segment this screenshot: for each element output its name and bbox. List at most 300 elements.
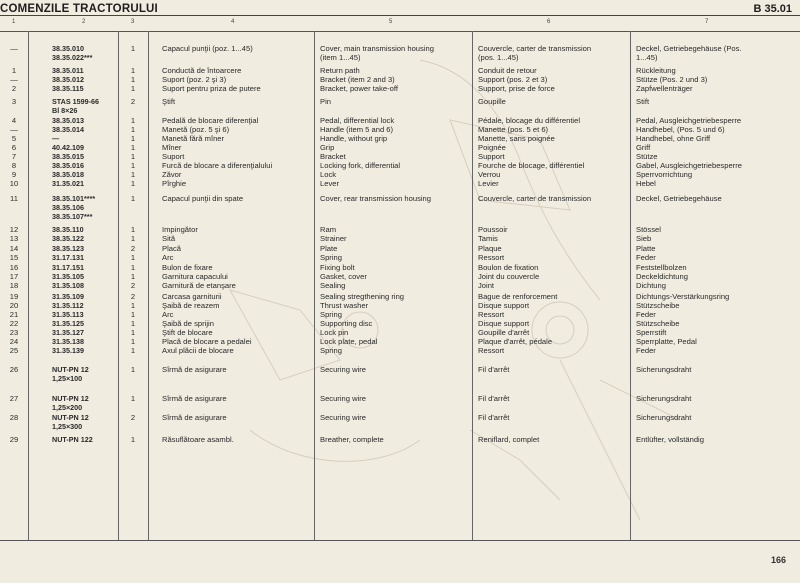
cell-quantity <box>118 413 148 422</box>
cell-name-ro <box>162 328 213 337</box>
cell-name-en-line: Locking fork, differential <box>320 161 401 170</box>
cell-part-number-line: 38.35.110 <box>52 225 84 234</box>
cell-name-en-line: Plate <box>320 244 338 253</box>
cell-quantity <box>118 319 148 328</box>
cell-part-number-line: 38.35.014 <box>52 125 84 134</box>
cell-position <box>0 346 28 355</box>
cell-quantity-line: 1 <box>130 225 136 234</box>
cell-name-ro <box>162 161 272 170</box>
cell-name-de <box>636 134 710 143</box>
cell-position-line: 1 <box>11 66 17 75</box>
cell-name-en-line: Lock plate, pedal <box>320 337 378 346</box>
cell-position <box>0 152 28 161</box>
cell-name-en-line: Thrust washer <box>320 301 369 310</box>
cell-position-line: 27 <box>9 394 19 403</box>
cell-quantity-line: 1 <box>130 301 136 310</box>
cell-name-en <box>320 134 387 143</box>
cell-part-number <box>52 365 89 383</box>
cell-name-de <box>636 225 661 234</box>
cell-part-number-line: 38.35.115 <box>52 84 84 93</box>
cell-part-number-line: 38.35.022*** <box>52 53 93 63</box>
cell-name-ro <box>162 272 228 281</box>
cell-name-fr-line: Manette (pos. 5 et 6) <box>478 125 549 134</box>
cell-position <box>0 310 28 319</box>
cell-quantity <box>118 161 148 170</box>
cell-position <box>0 225 28 234</box>
cell-part-number-line: 31.17.131 <box>52 253 84 262</box>
cell-name-fr-line: Support, prise de force <box>478 84 555 93</box>
cell-position <box>0 263 28 272</box>
cell-name-fr-line: Ressort <box>478 346 505 355</box>
cell-name-ro <box>162 301 219 310</box>
cell-name-de-line: Feststellbolzen <box>636 263 687 272</box>
cell-part-number <box>52 394 89 412</box>
cell-quantity-line: 1 <box>130 152 136 161</box>
cell-name-de <box>636 435 704 444</box>
cell-name-en-line: (item 1...45) <box>320 53 361 63</box>
cell-name-fr-line: Boulon de fixation <box>478 263 539 272</box>
cell-part-number <box>52 97 99 115</box>
cell-quantity <box>118 394 148 403</box>
cell-position <box>0 337 28 346</box>
cell-name-de-line: Deckel, Getriebegehäuse (Pos. <box>636 44 742 53</box>
cell-name-ro-line: Mîner <box>162 143 182 152</box>
cell-name-en-line: Bracket <box>320 152 346 161</box>
cell-name-fr <box>478 272 539 281</box>
cell-position <box>0 84 28 93</box>
cell-name-en <box>320 244 337 253</box>
column-number: 3 <box>131 19 135 25</box>
cell-part-number <box>52 66 84 75</box>
cell-position <box>0 234 28 243</box>
cell-part-number <box>52 301 84 310</box>
cell-part-number-line: NUT-PN 12 <box>52 413 89 422</box>
cell-quantity <box>118 337 148 346</box>
cell-name-de <box>636 194 722 203</box>
cell-name-ro-line: Arc <box>162 310 174 319</box>
cell-position <box>0 179 28 188</box>
cell-name-en <box>320 301 368 310</box>
cell-quantity <box>118 84 148 93</box>
cell-part-number-line: 31.35.105 <box>52 272 84 281</box>
cell-name-de <box>636 394 691 403</box>
cell-part-number <box>52 346 84 355</box>
cell-name-en-line: Sealing <box>320 281 346 290</box>
cell-name-fr <box>478 170 500 179</box>
cell-name-ro <box>162 365 227 374</box>
cell-name-ro <box>162 394 227 403</box>
cell-name-en-line: Grip <box>320 143 335 152</box>
cell-name-de-line: Dichtung <box>636 281 666 290</box>
cell-name-fr-line: Poignée <box>478 143 506 152</box>
cell-position-line: 20 <box>9 301 19 310</box>
cell-name-en-line: Bracket (item 2 and 3) <box>320 75 395 84</box>
cell-name-fr <box>478 310 504 319</box>
cell-name-ro <box>162 263 213 272</box>
cell-name-ro-line: Garnitură de etanşare <box>162 281 236 290</box>
cell-position <box>0 134 28 143</box>
cell-name-de-line: Sicherungsdraht <box>636 394 692 403</box>
cell-quantity-line: 1 <box>130 328 136 337</box>
cell-position <box>0 44 28 53</box>
cell-position-line: 3 <box>11 97 17 106</box>
cell-name-ro <box>162 194 243 203</box>
cell-position <box>0 161 28 170</box>
cell-name-en-line: Securing wire <box>320 413 367 422</box>
cell-part-number <box>52 319 84 328</box>
cell-position-line: 24 <box>9 337 19 346</box>
cell-part-number-line: 38.35.122 <box>52 234 84 243</box>
cell-part-number <box>52 152 84 161</box>
column-divider <box>630 31 631 540</box>
cell-name-de <box>636 346 656 355</box>
cell-quantity-line: 1 <box>130 75 136 84</box>
cell-quantity-line: 1 <box>130 365 136 374</box>
cell-position-line: 10 <box>9 179 19 188</box>
cell-name-en <box>320 161 400 170</box>
cell-position-line: 26 <box>9 365 19 374</box>
cell-name-ro-line: Bulon de fixare <box>162 263 213 272</box>
cell-name-ro <box>162 66 241 75</box>
cell-name-ro-line: Suport (poz. 2 şi 3) <box>162 75 227 84</box>
cell-name-fr <box>478 328 529 337</box>
cell-part-number <box>52 44 92 62</box>
cell-position <box>0 301 28 310</box>
cell-part-number-line: 38.35.012 <box>52 75 84 84</box>
cell-quantity <box>118 244 148 253</box>
cell-name-en <box>320 194 431 203</box>
cell-position-line: 17 <box>9 272 19 281</box>
cell-name-ro-line: Capacul punţii (poz. 1...45) <box>162 44 253 53</box>
cell-name-fr-line: Goupille <box>478 97 506 106</box>
column-number-row <box>0 19 800 29</box>
cell-name-fr <box>478 152 505 161</box>
cell-name-en <box>320 125 393 134</box>
cell-name-de-line: Stützscheibe <box>636 301 680 310</box>
cell-name-ro-line: Şaibă de reazem <box>162 301 220 310</box>
cell-name-en-line: Gasket, cover <box>320 272 367 281</box>
cell-name-de-line: Deckel, Getriebegehäuse <box>636 194 722 203</box>
cell-name-de <box>636 179 656 188</box>
cell-name-de-line: Sieb <box>636 234 652 243</box>
cell-name-fr <box>478 66 537 75</box>
cell-name-fr-line: Fil d'arrêt <box>478 413 510 422</box>
cell-name-de-line: Sperrstift <box>636 328 667 337</box>
cell-name-de-line: Sicherungsdraht <box>636 365 692 374</box>
cell-position-line: 15 <box>9 253 19 262</box>
cell-name-fr <box>478 337 552 346</box>
cell-name-ro <box>162 337 252 346</box>
cell-name-fr-line: Joint du couvercle <box>478 272 540 281</box>
cell-part-number <box>52 413 89 431</box>
cell-name-de <box>636 292 729 301</box>
cell-position <box>0 143 28 152</box>
cell-quantity <box>118 116 148 125</box>
cell-position-line: 8 <box>11 161 17 170</box>
cell-quantity <box>118 125 148 134</box>
cell-name-ro-line: Pedală de blocare diferenţial <box>162 116 259 125</box>
cell-name-ro-line: Suport pentru priza de putere <box>162 84 261 93</box>
cell-name-de-line: Griff <box>636 143 651 152</box>
cell-quantity <box>118 194 148 203</box>
cell-name-fr <box>478 365 509 374</box>
cell-name-de <box>636 125 725 134</box>
cell-name-en-line: Pedal, differential lock <box>320 116 395 125</box>
cell-name-ro <box>162 143 181 152</box>
cell-quantity <box>118 66 148 75</box>
cell-name-de-line: 1...45) <box>636 53 658 63</box>
cell-quantity <box>118 134 148 143</box>
cell-name-fr-line: Bague de renforcement <box>478 292 558 301</box>
cell-name-en-line: Lock <box>320 170 337 179</box>
cell-name-de <box>636 244 655 253</box>
cell-position-line: 11 <box>10 194 18 203</box>
cell-name-de <box>636 319 679 328</box>
cell-name-ro <box>162 253 173 262</box>
cell-quantity-line: 1 <box>130 346 136 355</box>
cell-name-de <box>636 84 693 93</box>
cell-name-en <box>320 413 366 422</box>
cell-position-line: 16 <box>9 263 19 272</box>
cell-name-en <box>320 365 366 374</box>
cell-position-line: 14 <box>9 244 19 253</box>
cell-name-en <box>320 281 345 290</box>
cell-name-en <box>320 234 347 243</box>
cell-part-number-line: 38.35.016 <box>52 161 84 170</box>
cell-part-number <box>52 179 84 188</box>
cell-position-line: 19 <box>9 292 19 301</box>
cell-name-ro-line: Placă <box>162 244 181 253</box>
cell-name-ro-line: Furcă de blocare a diferenţialului <box>162 161 273 170</box>
cell-name-de-line: Sperrplatte, Pedal <box>636 337 697 346</box>
cell-name-de <box>636 310 656 319</box>
cell-name-ro-line: Sîrmă de asigurare <box>162 413 227 422</box>
cell-quantity <box>118 179 148 188</box>
cell-position <box>0 194 28 203</box>
cell-position <box>0 394 28 403</box>
cell-name-ro <box>162 346 234 355</box>
cell-name-ro-line: Manetă fără mîner <box>162 134 225 143</box>
cell-quantity <box>118 328 148 337</box>
cell-position-line: 21 <box>9 310 19 319</box>
cell-name-en <box>320 263 355 272</box>
cell-name-fr <box>478 75 547 84</box>
cell-name-ro <box>162 435 234 444</box>
cell-name-de <box>636 253 656 262</box>
cell-part-number-line: NUT-PN 122 <box>52 435 93 444</box>
cell-name-ro <box>162 234 175 243</box>
cell-part-number <box>52 84 84 93</box>
cell-position <box>0 365 28 374</box>
page-number: 166 <box>770 555 786 565</box>
cell-name-ro <box>162 179 186 188</box>
cell-quantity-line: 2 <box>130 413 136 422</box>
cell-name-en <box>320 292 404 301</box>
cell-quantity <box>118 253 148 262</box>
cell-name-en-line: Cover, rear transmission housing <box>320 194 432 203</box>
cell-quantity <box>118 44 148 53</box>
cell-part-number-line: 31.35.021 <box>52 179 84 188</box>
cell-position <box>0 281 28 290</box>
cell-position <box>0 97 28 106</box>
cell-quantity <box>118 225 148 234</box>
cell-name-de-line: Feder <box>636 346 656 355</box>
cell-position-line: 22 <box>9 319 19 328</box>
cell-part-number-line: 31.35.139 <box>52 346 84 355</box>
cell-name-fr-line: Fil d'arrêt <box>478 365 510 374</box>
column-divider <box>28 31 29 540</box>
cell-quantity <box>118 97 148 106</box>
cell-position <box>0 244 28 253</box>
cell-name-ro <box>162 319 214 328</box>
cell-part-number-line: 38.35.106 <box>52 203 84 213</box>
cell-part-number-line: STAS 1599-66 <box>52 97 100 106</box>
cell-part-number-line: 1,25×100 <box>52 374 83 384</box>
cell-name-de-line: Stützscheibe <box>636 319 680 328</box>
cell-name-en <box>320 253 342 262</box>
cell-name-en-line: Sealing stregthening ring <box>320 292 405 301</box>
cell-name-ro-line: Sîrmă de asigurare <box>162 365 227 374</box>
cell-name-fr <box>478 394 509 403</box>
cell-name-de-line: Dichtungs-Verstärkungsring <box>636 292 730 301</box>
cell-name-ro <box>162 134 224 143</box>
cell-name-ro <box>162 44 253 53</box>
cell-name-ro-line: Arc <box>162 253 174 262</box>
cell-name-fr-line: Plaque d'arrêt, pédale <box>478 337 553 346</box>
cell-name-ro-line: Capacul punţii din spate <box>162 194 244 203</box>
cell-quantity <box>118 152 148 161</box>
cell-name-de <box>636 301 679 310</box>
cell-name-en-line: Lock pin <box>320 328 349 337</box>
cell-name-ro-line: Ştift de blocare <box>162 328 213 337</box>
cell-quantity-line: 1 <box>130 116 136 125</box>
cell-name-en-line: Supporting disc <box>320 319 373 328</box>
cell-quantity-line: 1 <box>130 337 136 346</box>
cell-part-number-line: NUT-PN 12 <box>52 365 89 374</box>
cell-quantity-line: 1 <box>130 44 136 53</box>
cell-name-de <box>636 97 649 106</box>
cell-name-fr <box>478 319 529 328</box>
cell-name-en <box>320 319 372 328</box>
cell-name-fr <box>478 263 538 272</box>
cell-position-line: 28 <box>9 413 19 422</box>
cell-name-de-line: Gabel, Ausgleichgetriebesperre <box>636 161 742 170</box>
cell-name-en-line: Pin <box>320 97 331 106</box>
cell-name-en <box>320 435 384 444</box>
cell-part-number <box>52 328 84 337</box>
cell-part-number <box>52 435 93 444</box>
cell-name-fr <box>478 346 504 355</box>
cell-name-de-line: Handhebel, (Pos. 5 und 6) <box>636 125 725 134</box>
cell-name-ro <box>162 310 173 319</box>
cell-name-fr-line: Joint <box>478 281 495 290</box>
cell-name-en <box>320 328 348 337</box>
cell-quantity <box>118 281 148 290</box>
cell-name-en <box>320 66 360 75</box>
cell-quantity-line: 1 <box>130 143 136 152</box>
cell-quantity <box>118 365 148 374</box>
cell-quantity <box>118 234 148 243</box>
cell-name-en <box>320 75 395 84</box>
cell-position <box>0 75 28 84</box>
page-section-code: B 35.01 <box>753 3 792 15</box>
cell-name-fr-line: (pos. 1...45) <box>478 53 519 63</box>
cell-quantity-line: 1 <box>130 272 136 281</box>
cell-part-number-line: 38.35.018 <box>52 170 84 179</box>
cell-position-line: — <box>10 125 18 134</box>
cell-name-ro <box>162 97 175 106</box>
cell-name-fr-line: Plaque <box>478 244 502 253</box>
cell-quantity <box>118 346 148 355</box>
cell-quantity-line: 1 <box>130 234 136 243</box>
cell-quantity <box>118 272 148 281</box>
page-header-title: COMENZILE TRACTORULUI <box>0 3 158 15</box>
cell-name-ro <box>162 84 261 93</box>
column-number: 7 <box>705 19 709 25</box>
cell-name-de-line: Hebel <box>636 179 656 188</box>
cell-part-number <box>52 75 84 84</box>
cell-name-en-line: Handle, without grip <box>320 134 388 143</box>
cell-name-fr-line: Support <box>478 152 505 161</box>
cell-position-line: 7 <box>11 152 17 161</box>
cell-name-fr-line: Ressort <box>478 253 505 262</box>
cell-name-fr-line: Fourche de blocage, différentiel <box>478 161 585 170</box>
cell-position-line: 25 <box>9 346 19 355</box>
cell-part-number <box>52 234 84 243</box>
cell-quantity-line: 1 <box>130 134 136 143</box>
cell-quantity <box>118 170 148 179</box>
cell-part-number-line: 38.35.011 <box>52 66 84 75</box>
cell-position-line: 13 <box>9 234 19 243</box>
cell-position-line: — <box>10 44 18 53</box>
cell-position-line: 6 <box>11 143 17 152</box>
cell-name-fr-line: Goupille d'arrêt <box>478 328 530 337</box>
cell-name-en-line: Bracket, power take-off <box>320 84 398 93</box>
cell-name-de-line: Pedal, Ausgleichgetriebesperre <box>636 116 742 125</box>
cell-quantity-line: 1 <box>130 161 136 170</box>
cell-name-en-line: Securing wire <box>320 365 367 374</box>
cell-name-de <box>636 328 666 337</box>
cell-quantity-line: 1 <box>130 125 136 134</box>
cell-name-ro <box>162 170 181 179</box>
cell-quantity <box>118 75 148 84</box>
cell-part-number-line: 31.35.138 <box>52 337 84 346</box>
table-bottom-rule <box>0 540 800 541</box>
cell-name-ro <box>162 292 222 301</box>
cell-name-en <box>320 44 434 62</box>
cell-name-en-line: Cover, main transmission housing <box>320 44 434 53</box>
cell-name-en-line: Lever <box>320 179 339 188</box>
cell-part-number <box>52 116 84 125</box>
cell-name-fr-line: Couvercle, carter de transmission <box>478 194 592 203</box>
cell-quantity-line: 1 <box>130 394 136 403</box>
cell-name-de <box>636 170 692 179</box>
cell-quantity-line: 1 <box>130 179 136 188</box>
cell-name-en-line: Handle (item 5 and 6) <box>320 125 394 134</box>
cell-position <box>0 116 28 125</box>
cell-name-en <box>320 394 366 403</box>
cell-name-ro <box>162 244 181 253</box>
cell-name-fr-line: Disque support <box>478 301 530 310</box>
cell-part-number <box>52 310 84 319</box>
cell-name-de <box>636 234 651 243</box>
cell-quantity-line: 1 <box>130 194 136 203</box>
cell-name-fr <box>478 143 506 152</box>
cell-position <box>0 413 28 422</box>
cell-name-fr <box>478 179 499 188</box>
cell-part-number <box>52 194 95 222</box>
cell-quantity-line: 1 <box>130 253 136 262</box>
